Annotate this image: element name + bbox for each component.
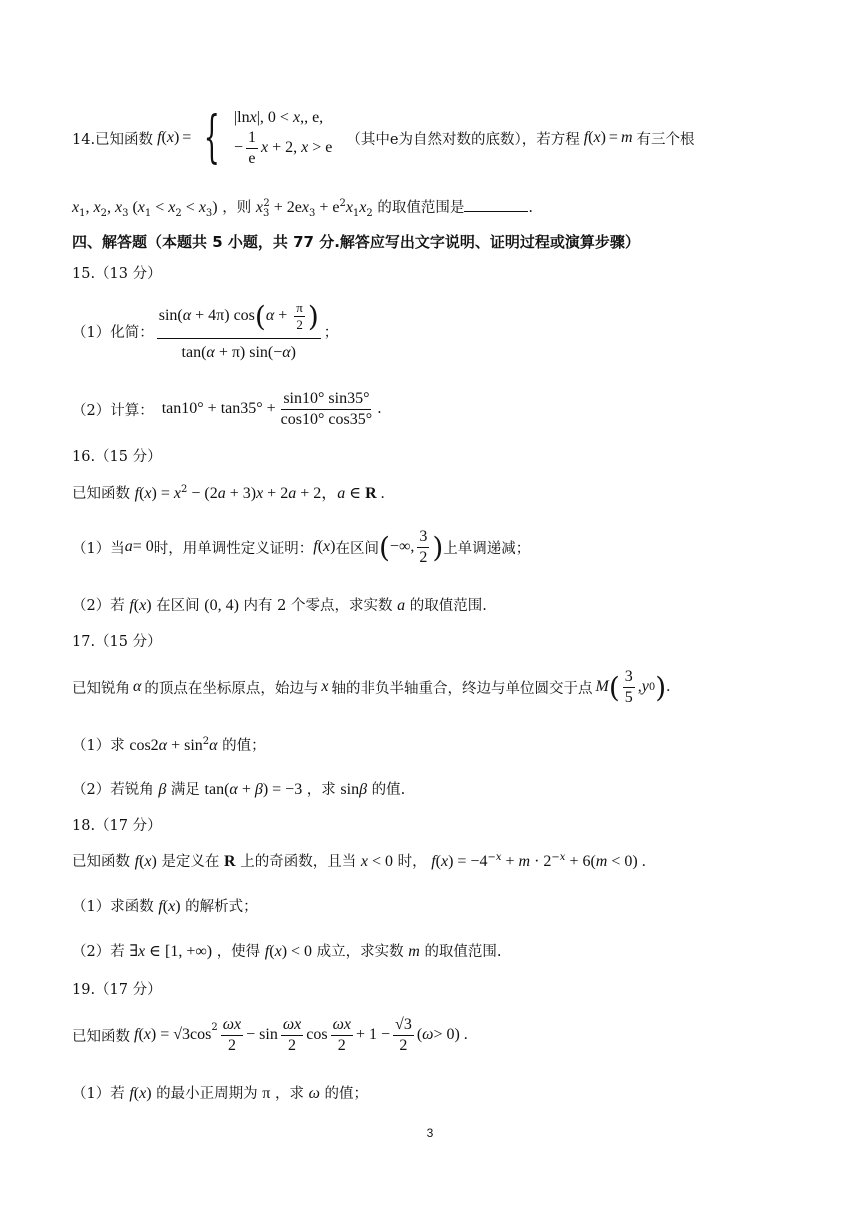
q14-tail: 有三个根 (636, 131, 695, 148)
q18-stem: 已知函数 f(x) 是定义在 R 上的奇函数，且当 x < 0 时， $f(x) = -4^{-x} + m \cdot 2^{-x} + 6(m < 0)$ . (72, 852, 646, 870)
q15-part1 (72, 296, 338, 366)
q16-stem: 已知函数 $f(x) = x^2 - (2a + 3)x + 2a + 2$，a ∈ R . (72, 484, 385, 502)
q16-part1-mid: 时，用单调性定义证明： (153, 540, 314, 557)
q14-fx: f (157, 129, 162, 146)
q14-line2: $x_1$, $x_2$, $x_3$ $(x_1 < x_2 < x_3)$ ，则 $x_3^2 + 2ex_3 + e^2x_1x_2$ 的取值范围是 . (72, 198, 533, 219)
q19-part1-mid2: ，求 (274, 1086, 304, 1102)
q17-header: 17.（15 分） (72, 634, 162, 650)
q16-part1-end: 上单调递减； (443, 540, 531, 557)
q18-part2-mid: ，使得 (216, 944, 261, 960)
q14-period: . (528, 200, 533, 216)
q18-part2: （2）若 ∃x ∈ [1, +∞) ，使得 f(x) < 0 成立，求实数 m 的取值范围. (72, 943, 502, 960)
q16-part2-mid: 在区间 (156, 598, 200, 614)
q19-stem: 已知函数 f ( x ) = √3cos $^2$ $\frac{\omega x}{2}$ − sin $\frac{\omega x}{2}$ cos $\frac{\omega x}{2}$ + 1 − $\frac{√3}{2}$ ( ω > 0) . (72, 1015, 468, 1054)
q17-part1-label: （1）求 (72, 738, 125, 754)
q17-stem-label: 已知锐角 (72, 680, 130, 697)
q17-stem-mid: 的顶点在坐标原点，始边与 (144, 680, 319, 697)
q15-fraction: sin(α + 4π) cos(α + $\frac{\pi}{2}$ ) tan(α + π) sin(−α) (158, 299, 319, 361)
q14-line2-tail: ，则 (222, 200, 252, 216)
q16-part1: （1）当 a = 0 时，用单调性定义证明： f ( x ) 在区间 ( −∞, $\frac{3}{2}$ ) 上单调递减； (72, 527, 531, 566)
q17-part2-end: 的值. (371, 782, 406, 798)
q18-stem-mid: 是定义在 (161, 854, 220, 870)
q19-part1-end: 的值； (324, 1086, 368, 1102)
q15-part1-label: （1）化简： (72, 324, 154, 341)
q18-stem-label: 已知函数 (72, 854, 130, 870)
q19-part1-mid: 的最小正周期为 (156, 1086, 258, 1102)
q19-stem-label: 已知函数 (72, 1028, 130, 1045)
q17-part2: （2）若锐角 β 满足 tan(α + β) = −3 ，求 sinβ 的值. (72, 781, 406, 798)
q16-stem-label: 已知函数 (72, 486, 130, 502)
q18-part1-end: 的解析式； (185, 899, 258, 915)
q14-piecewise-brace: { (204, 105, 221, 170)
q17-part2-mid: 满足 (170, 782, 200, 798)
q17-stem-mid2: 轴的非负半轴重合，终边与单位圆交于点 (331, 680, 593, 697)
page-number: 3 (426, 1126, 434, 1140)
q14-prefix: 14.已知函数 (72, 131, 154, 148)
q15-part2-label: （2）计算： (72, 402, 154, 419)
q18-stem-mid3: 时， (397, 854, 427, 870)
q17-part1: （1）求 $\cos 2\alpha + \sin^2\alpha$ 的值； (72, 736, 266, 754)
q16-part1-mid2: 在区间 (335, 540, 379, 557)
q16-part1-label: （1）当 (72, 540, 125, 557)
q17-stem: 已知锐角 α 的顶点在坐标原点，始边与 x 轴的非负半轴重合，终边与单位圆交于点 M ( $\frac{3}{5}$ , y 0 ) . (72, 667, 671, 706)
q18-part2-end: 的取值范围. (424, 944, 502, 960)
q15-part1-end: ； (323, 324, 339, 341)
q19-part1: （1）若 f(x) 的最小正周期为 π ，求 ω 的值； (72, 1085, 368, 1102)
q16-part2-end: 的取值范围. (409, 598, 487, 614)
answer-blank[interactable] (464, 211, 528, 212)
q18-stem-mid2: 上的奇函数，且当 (240, 854, 357, 870)
q15-header: 15.（13 分） (72, 266, 162, 282)
q15-part2: （2）计算： tan10° + tan35° + $\frac{\sin 10^\circ \sin 35^\circ}{\cos 10^\circ \cos 35^\circ}$ . (72, 389, 382, 428)
q16-part2-label: （2）若 (72, 598, 125, 614)
q16-part2-mid2: 内有 2 个零点，求实数 (243, 598, 393, 614)
q18-part1-label: （1）求函数 (72, 899, 154, 915)
section-title: 四、解答题（本题共 5 小题，共 77 分.解答应写出文字说明、证明过程或演算步骤） (72, 233, 640, 251)
q15-part2-fraction: $\frac{\sin 10^\circ \sin 35^\circ}{\cos 10^\circ \cos 35^\circ}$ (280, 389, 373, 428)
q15-part2-end: . (377, 401, 382, 417)
q18-part1: （1）求函数 f(x) 的解析式； (72, 898, 258, 915)
q18-part2-label: （2）若 (72, 944, 125, 960)
q19-part1-label: （1）若 (72, 1086, 125, 1102)
q14-line2-end: 的取值范围是 (377, 200, 465, 216)
q14-piecewise: |lnx|, 0 < x,, e, − $\frac{1}{e}$ x + 2, x > e (233, 108, 333, 168)
q17-part2-mid2: ，求 (306, 782, 336, 798)
q14-line1: 14.已知函数 f ( x ) = { |lnx|, 0 < x,, e, − $\frac{1}{e}$ x + 2, x > e （其中e为自然对数的底数），若方程 f ( x ) = m 有三个根 (72, 105, 695, 170)
q19-header: 19.（17 分） (72, 982, 162, 998)
q17-part2-label: （2）若锐角 (72, 782, 154, 798)
q16-part2: （2）若 f(x) 在区间 (0, 4) 内有 2 个零点，求实数 a 的取值范围. (72, 597, 487, 614)
q18-part2-mid2: 成立，求实数 (316, 944, 404, 960)
q17-part1-end: 的值； (222, 738, 266, 754)
q18-header: 18.（17 分） (72, 818, 162, 834)
q14-note: （其中e为自然对数的底数），若方程 (346, 131, 580, 148)
q16-header: 16.（15 分） (72, 449, 162, 465)
